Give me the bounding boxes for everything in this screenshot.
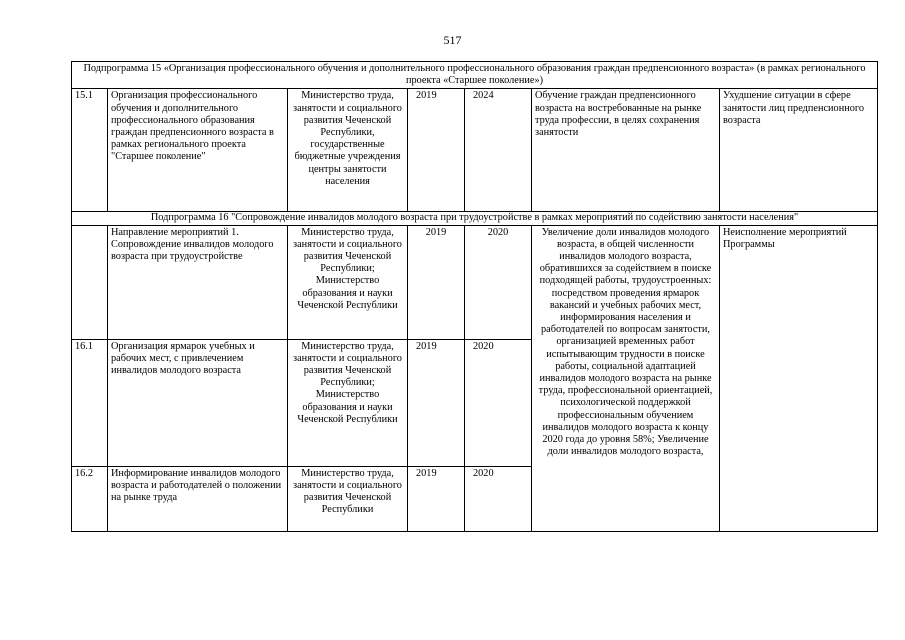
subprogram-15-title: Подпрограмма 15 «Организация профессионального обучения и дополнительного профессионального образования граждан предпенсионного возраста» (в рамках регионального проекта «Старшее поколение») [72,62,878,89]
table-row-15-1 [72,89,878,212]
program-table [71,61,878,532]
subprogram-16-title: Подпрограмма 16 "Сопровождение инвалидов молодого возраста при трудоустройстве в рамках мероприятий по содействию занятости населения" [72,212,878,225]
measure-name: Направление мероприятий 1. Сопровождение инвалидов молодого возраста при трудоустройстве [108,225,288,339]
subprogram-16-header-row [72,212,878,225]
page-number: 517 [443,33,462,47]
expected-result: Увеличение доли инвалидов молодого возраста, в общей численности инвалидов молодого возраста, обратившихся за содействием в поиске подходящей работы, трудоустроенных: посредством проведения ярмарок вакансий и учебных рабочих мест, информирования населения и работодателей по вопросам занятости, организацией временных работ испытывающим трудности в поиске работы, социальной адаптацией инвалидов молодого возраста на рынке труда, профессиональной ориентацией, психологической поддержкой профессиональным обучением инвалидов молодого возраста к концу 2020 года до уровня 58%; Увеличение доли инвалидов молодого возраста, [532,225,720,531]
consequence: Неисполнение мероприятий Программы [720,225,878,531]
end-year: 2024 [465,89,532,212]
executor: Министерство труда, занятости и социального развития Чеченской Республики, государственные бюджетные учреждения центры занятости населения [288,89,408,212]
start-year: 2019 [408,466,465,531]
row-number: 15.1 [72,89,108,212]
row-number: 16.1 [72,339,108,466]
end-year: 2020 [465,225,532,339]
measure-name: Организация ярмарок учебных и рабочих мест, с привлечением инвалидов молодого возраста [108,339,288,466]
row-number: 16.2 [72,466,108,531]
end-year: 2020 [465,339,532,466]
start-year: 2019 [408,89,465,212]
table-row-direction-1 [72,225,878,339]
end-year: 2020 [465,466,532,531]
row-number [72,225,108,339]
expected-result: Обучение граждан предпенсионного возраста на востребованные на рынке труда профессии, в целях сохранения занятости [532,89,720,212]
start-year: 2019 [408,339,465,466]
executor: Министерство труда, занятости и социального развития Чеченской Республики; Министерство образования и науки Чеченской Республики [288,339,408,466]
executor: Министерство труда, занятости и социального развития Чеченской Республики; Министерство образования и науки Чеченской Республики [288,225,408,339]
start-year: 2019 [408,225,465,339]
executor: Министерство труда, занятости и социального развития Чеченской Республики [288,466,408,531]
measure-name: Организация профессионального обучения и дополнительного профессионального образования граждан предпенсионного возраста в рамках регионального проекта "Старшее поколение" [108,89,288,212]
measure-name: Информирование инвалидов молодого возраста и работодателей о положении на рынке труда [108,466,288,531]
subprogram-15-header-row [72,62,878,89]
consequence: Ухудшение ситуации в сфере занятости лиц предпенсионного возраста [720,89,878,212]
